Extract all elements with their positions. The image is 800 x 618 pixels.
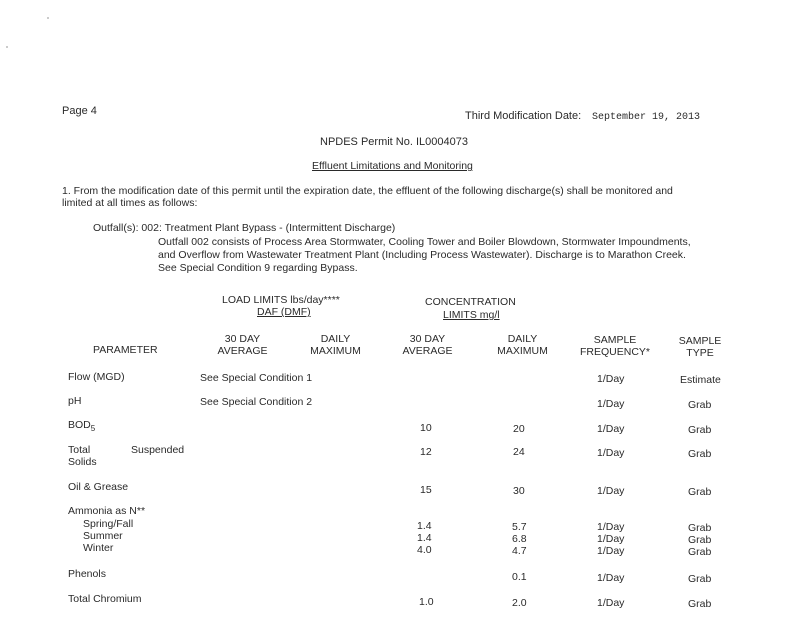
flow-note: See Special Condition 1: [200, 372, 313, 384]
oil-grease-frequency: 1/Day: [597, 485, 625, 497]
param-total-chromium: Total Chromium: [68, 593, 142, 605]
conc-daily-maximum-header: DAILY MAXIMUM: [497, 333, 548, 357]
param-oil-grease: Oil & Grease: [68, 481, 129, 493]
load-limits-subheader: DAF (DMF): [257, 306, 311, 318]
flow-frequency: 1/Day: [597, 373, 625, 385]
parameter-column-header: PARAMETER: [93, 344, 158, 356]
bod5-sample-type: Grab: [688, 424, 712, 436]
bod5-30-day-average: 10: [420, 422, 432, 434]
permit-number: NPDES Permit No. IL0004073: [320, 136, 468, 148]
ammonia-30-day-average: 1.4 1.4 4.0: [417, 520, 432, 556]
bod5-daily-maximum: 20: [513, 423, 525, 435]
param-tss-total: Total: [68, 444, 91, 456]
intro-line-2: limited at all times as follows:: [62, 197, 198, 209]
ammonia-seasons: Spring/Fall Summer Winter: [83, 518, 134, 554]
tss-sample-type: Grab: [688, 448, 712, 460]
intro-line-1: 1. From the modification date of this permit until the expiration date, the effluent of the following discharge(s) shall be monitored and: [62, 185, 673, 197]
load-daily-maximum-header: DAILY MAXIMUM: [310, 333, 361, 357]
load-30-day-average-header: 30 DAY AVERAGE: [217, 333, 268, 357]
load-limits-header: LOAD LIMITS lbs/day****: [222, 294, 340, 306]
concentration-header: CONCENTRATION: [425, 296, 516, 308]
outfall-description-1: Outfall 002 consists of Process Area Stormwater, Cooling Tower and Boiler Blowdown, Stormwater Impoundments,: [158, 236, 691, 248]
tss-daily-maximum: 24: [513, 446, 525, 458]
oil-grease-30-day-average: 15: [420, 484, 432, 496]
modification-date: September 19, 2013: [592, 112, 701, 123]
outfall-description-3: See Special Condition 9 regarding Bypass.: [158, 262, 358, 274]
chromium-daily-maximum: 2.0: [512, 597, 527, 609]
param-tss-solids: Solids: [68, 456, 97, 468]
param-ph: pH: [68, 395, 82, 407]
param-phenols: Phenols: [68, 568, 106, 580]
ammonia-daily-maximum: 5.7 6.8 4.7: [512, 521, 527, 557]
conc-30-day-average-header: 30 DAY AVERAGE: [402, 333, 453, 357]
ammonia-sample-type: Grab Grab Grab: [688, 522, 712, 558]
concentration-subheader: LIMITS mg/l: [443, 309, 500, 321]
chromium-frequency: 1/Day: [597, 597, 625, 609]
ph-sample-type: Grab: [688, 399, 712, 411]
section-title: Effluent Limitations and Monitoring: [312, 160, 473, 172]
scan-speck: [47, 17, 49, 19]
param-ammonia: Ammonia as N**: [68, 505, 146, 517]
ph-note: See Special Condition 2: [200, 396, 313, 408]
param-flow: Flow (MGD): [68, 371, 125, 383]
phenols-frequency: 1/Day: [597, 572, 625, 584]
scan-speck: [6, 46, 8, 48]
sample-frequency-header: SAMPLE FREQUENCY*: [579, 334, 650, 358]
outfall-description-2: and Overflow from Wastewater Treatment Plant (Including Process Wastewater). Discharge is to Marathon Creek.: [158, 249, 686, 261]
modification-label: Third Modification Date:: [465, 110, 582, 122]
phenols-daily-maximum: 0.1: [512, 571, 527, 583]
page-number: Page 4: [62, 105, 97, 117]
tss-30-day-average: 12: [420, 446, 432, 458]
chromium-30-day-average: 1.0: [419, 596, 434, 608]
sample-type-header: SAMPLE TYPE: [678, 335, 722, 359]
oil-grease-daily-maximum: 30: [513, 485, 525, 497]
bod5-frequency: 1/Day: [597, 423, 625, 435]
chromium-sample-type: Grab: [688, 598, 712, 610]
flow-sample-type: Estimate: [680, 374, 721, 386]
outfall-heading: Outfall(s): 002: Treatment Plant Bypass - (Intermittent Discharge): [93, 222, 396, 234]
oil-grease-sample-type: Grab: [688, 486, 712, 498]
tss-frequency: 1/Day: [597, 447, 625, 459]
param-tss-suspended: Suspended: [131, 444, 185, 456]
phenols-sample-type: Grab: [688, 573, 712, 585]
param-bod5: $BOD_5$: [68, 419, 96, 434]
ammonia-frequency: 1/Day 1/Day 1/Day: [597, 521, 625, 557]
ph-frequency: 1/Day: [597, 398, 625, 410]
